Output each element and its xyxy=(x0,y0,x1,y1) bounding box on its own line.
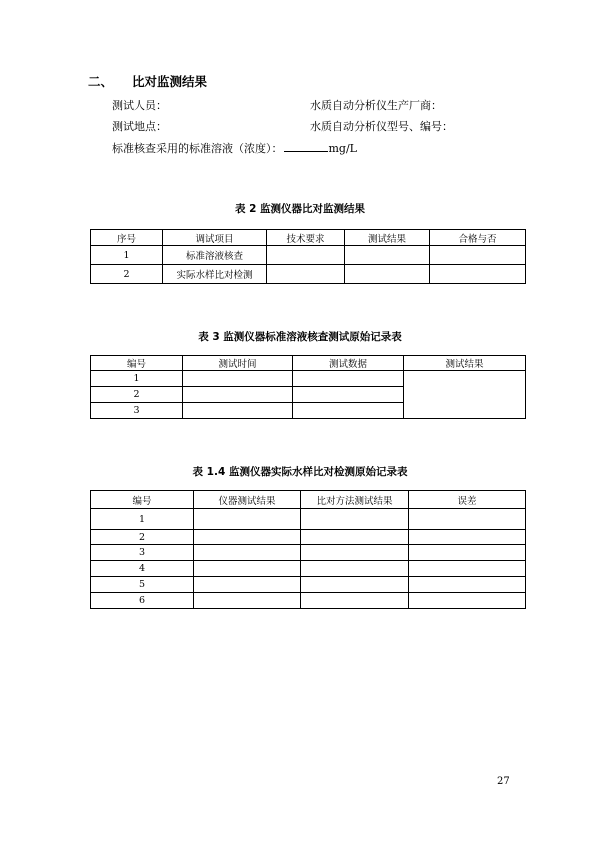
manufacturer-label: 水质自动分析仪生产厂商： xyxy=(310,99,442,112)
table-row xyxy=(91,577,526,593)
concentration-blank xyxy=(284,141,328,152)
table4-cell: 3 xyxy=(91,545,194,561)
table4-cell: 5 xyxy=(91,577,194,593)
table-row xyxy=(91,545,526,561)
table2-cell: 2 xyxy=(91,265,163,284)
section-number: 二、 xyxy=(88,74,114,89)
table3-header-row xyxy=(91,356,526,371)
table2-cell xyxy=(345,246,430,265)
table2-header: 调试项目 xyxy=(163,230,267,246)
table4-cell xyxy=(194,545,301,561)
table3-cell xyxy=(183,371,293,387)
table4-header: 比对方法测试结果 xyxy=(301,491,409,509)
standard-solution-line xyxy=(112,140,357,156)
table4-header-row xyxy=(91,491,526,509)
table4-cell xyxy=(301,577,409,593)
table2-cell xyxy=(345,265,430,284)
table2-header: 测试结果 xyxy=(345,230,430,246)
model-number-label: 水质自动分析仪型号、编号： xyxy=(310,120,453,133)
tester-label: 测试人员： xyxy=(112,99,167,112)
table4-cell xyxy=(409,561,526,577)
table3-cell xyxy=(183,387,293,403)
page-number: 27 xyxy=(497,776,510,787)
table3-cell xyxy=(293,371,404,387)
table-row xyxy=(91,371,526,387)
table4-cell xyxy=(301,530,409,545)
table2-header: 技术要求 xyxy=(267,230,345,246)
test-location-label: 测试地点： xyxy=(112,120,167,133)
table4-cell: 2 xyxy=(91,530,194,545)
table4-cell xyxy=(409,509,526,530)
table4 xyxy=(90,490,526,609)
table3-cell: 2 xyxy=(91,387,183,403)
table4-header: 仪器测试结果 xyxy=(194,491,301,509)
table2-cell xyxy=(267,265,345,284)
table2-cell xyxy=(267,246,345,265)
table4-cell xyxy=(194,561,301,577)
table4-cell xyxy=(409,545,526,561)
table4-cell xyxy=(409,530,526,545)
standard-solution-label: 标准核查采用的标准溶液（浓度）： xyxy=(112,142,283,155)
table-row xyxy=(91,530,526,545)
table-row xyxy=(91,265,526,284)
table2-cell xyxy=(430,246,526,265)
table4-cell: 6 xyxy=(91,593,194,609)
table2-header-row xyxy=(91,230,526,246)
table2-caption: 表 2 监测仪器比对监测结果 xyxy=(234,203,366,215)
table2-header: 合格与否 xyxy=(430,230,526,246)
table4-cell xyxy=(409,577,526,593)
table4-header: 编号 xyxy=(91,491,194,509)
table2-cell: 实际水样比对检测 xyxy=(163,265,267,284)
table4-cell: 1 xyxy=(91,509,194,530)
table2-cell: 1 xyxy=(91,246,163,265)
table4-caption: 表 1.4 监测仪器实际水样比对检测原始记录表 xyxy=(192,466,408,478)
table4-cell xyxy=(301,561,409,577)
table2-cell: 标准溶液核查 xyxy=(163,246,267,265)
table-row xyxy=(91,246,526,265)
table2 xyxy=(90,229,526,284)
table4-cell xyxy=(194,577,301,593)
table4-cell xyxy=(301,509,409,530)
table4-cell xyxy=(409,593,526,609)
table3-header: 测试时间 xyxy=(183,356,293,371)
table2-cell xyxy=(430,265,526,284)
table-row xyxy=(91,561,526,577)
table3-cell: 3 xyxy=(91,403,183,419)
table3-header: 编号 xyxy=(91,356,183,371)
table3-caption: 表 3 监测仪器标准溶液核查测试原始记录表 xyxy=(198,331,402,343)
table4-cell xyxy=(194,530,301,545)
section-heading xyxy=(88,72,207,90)
table3-cell xyxy=(293,387,404,403)
table4-cell xyxy=(301,593,409,609)
table3-cell: 1 xyxy=(91,371,183,387)
table3-cell xyxy=(293,403,404,419)
table4-cell: 4 xyxy=(91,561,194,577)
table4-cell xyxy=(301,545,409,561)
table-row xyxy=(91,509,526,530)
table4-header: 误差 xyxy=(409,491,526,509)
table4-cell xyxy=(194,593,301,609)
table3 xyxy=(90,355,526,419)
table3-header: 测试数据 xyxy=(293,356,404,371)
table4-cell xyxy=(194,509,301,530)
concentration-unit: mg/L xyxy=(328,142,357,155)
table3-header: 测试结果 xyxy=(404,356,526,371)
table3-cell xyxy=(183,403,293,419)
section-title: 比对监测结果 xyxy=(132,74,208,89)
table3-result-cell xyxy=(404,371,526,419)
table2-header: 序号 xyxy=(91,230,163,246)
table-row xyxy=(91,593,526,609)
